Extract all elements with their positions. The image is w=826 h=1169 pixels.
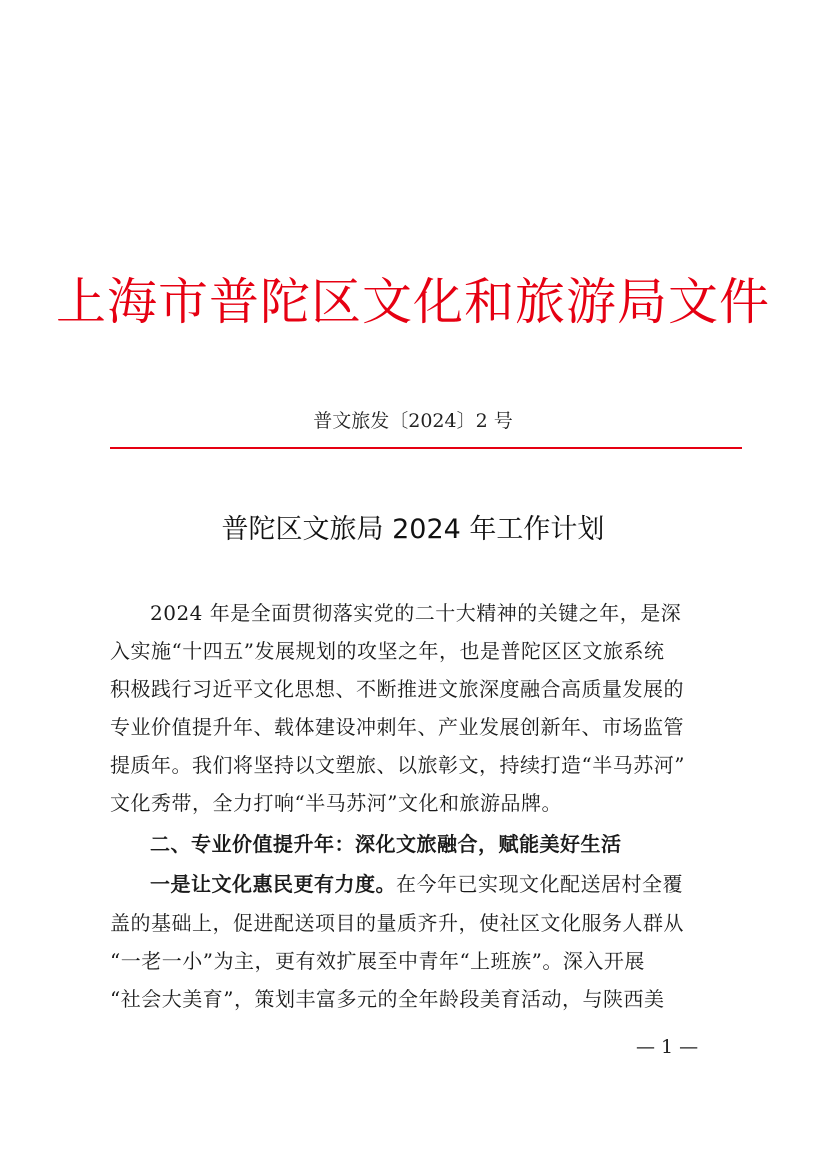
paragraph-line: 盖的基础上，促进配送项目的量质齐升，使社区文化服务人群从 bbox=[110, 911, 684, 935]
paragraph-line: 积极践行习近平文化思想、不断推进文旅深度融合高质量发展的 bbox=[110, 677, 684, 701]
point-one-first-line-rest: 在今年已实现文化配送居村全覆 bbox=[396, 872, 683, 896]
point-one-first-line bbox=[150, 867, 683, 901]
document-title: 普陀区文旅局 2024 年工作计划 bbox=[221, 514, 605, 545]
issuer-masthead: 上海市普陀区文化和旅游局文件 bbox=[56, 273, 770, 331]
red-divider-line bbox=[110, 447, 742, 449]
paragraph-line: 专业价值提升年、载体建设冲刺年、产业发展创新年、市场监管 bbox=[110, 715, 684, 739]
page-number: — 1 — bbox=[636, 1036, 699, 1058]
point-one-lead: 一是让文化惠民更有力度。 bbox=[150, 872, 396, 896]
paragraph-line: 文化秀带，全力打响“半马苏河”文化和旅游品牌。 bbox=[110, 791, 562, 815]
paragraph-line: 入实施“十四五”发展规划的攻坚之年，也是普陀区区文旅系统 bbox=[110, 639, 665, 663]
paragraph-line: “社会大美育”，策划丰富多元的全年龄段美育活动，与陕西美 bbox=[110, 987, 665, 1011]
paragraph-line: 2024 年是全面贯彻落实党的二十大精神的关键之年，是深 bbox=[150, 601, 682, 625]
document-number: 普文旅发〔2024〕2 号 bbox=[313, 410, 513, 432]
paragraph-line: “一老一小”为主，更有效扩展至中青年“上班族”。深入开展 bbox=[110, 949, 645, 973]
paragraph-line: 提质年。我们将坚持以文塑旅、以旅彰文，持续打造“半马苏河” bbox=[110, 753, 685, 777]
section-heading: 二、专业价值提升年：深化文旅融合，赋能美好生活 bbox=[150, 832, 622, 856]
